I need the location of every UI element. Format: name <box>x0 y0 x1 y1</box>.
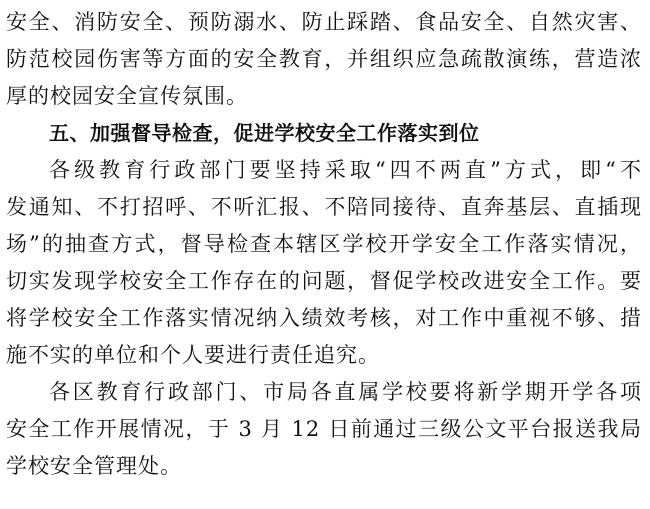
text-line: 场”的抽查方式，督导检查本辖区学校开学安全工作落实情况， <box>6 232 642 256</box>
reporting-paragraph <box>6 374 642 485</box>
text-line: 各区教育行政部门、市局各直属学校要将新学期开学各项 <box>49 380 642 404</box>
inspection-paragraph <box>6 152 642 374</box>
text-line: 将学校安全工作落实情况纳入绩效考核，对工作中重视不够、措 <box>6 306 642 330</box>
text-line: 学校安全管理处。 <box>6 454 182 478</box>
intro-paragraph <box>6 4 642 115</box>
text-line: 施不实的单位和个人要进行责任追究。 <box>6 343 380 367</box>
text-line: 安全、消防安全、预防溺水、防止踩踏、食品安全、自然灾害、 <box>6 10 642 34</box>
text-line: 防范校园伤害等方面的安全教育，并组织应急疏散演练，营造浓 <box>6 47 642 71</box>
text-line: 安全工作开展情况，于 3 月 12 日前通过三级公文平台报送我局 <box>6 417 642 441</box>
text-line: 切实发现学校安全工作存在的问题，督促学校改进安全工作。要 <box>6 269 642 293</box>
text-line: 厚的校园安全宣传氛围。 <box>6 84 248 108</box>
section-heading: 五、加强督导检查，促进学校安全工作落实到位 <box>49 121 480 145</box>
text-line: 各级教育行政部门要坚持采取“四不两直”方式，即“不 <box>49 158 642 182</box>
text-line: 发通知、不打招呼、不听汇报、不陪同接待、直奔基层、直插现 <box>6 195 642 219</box>
